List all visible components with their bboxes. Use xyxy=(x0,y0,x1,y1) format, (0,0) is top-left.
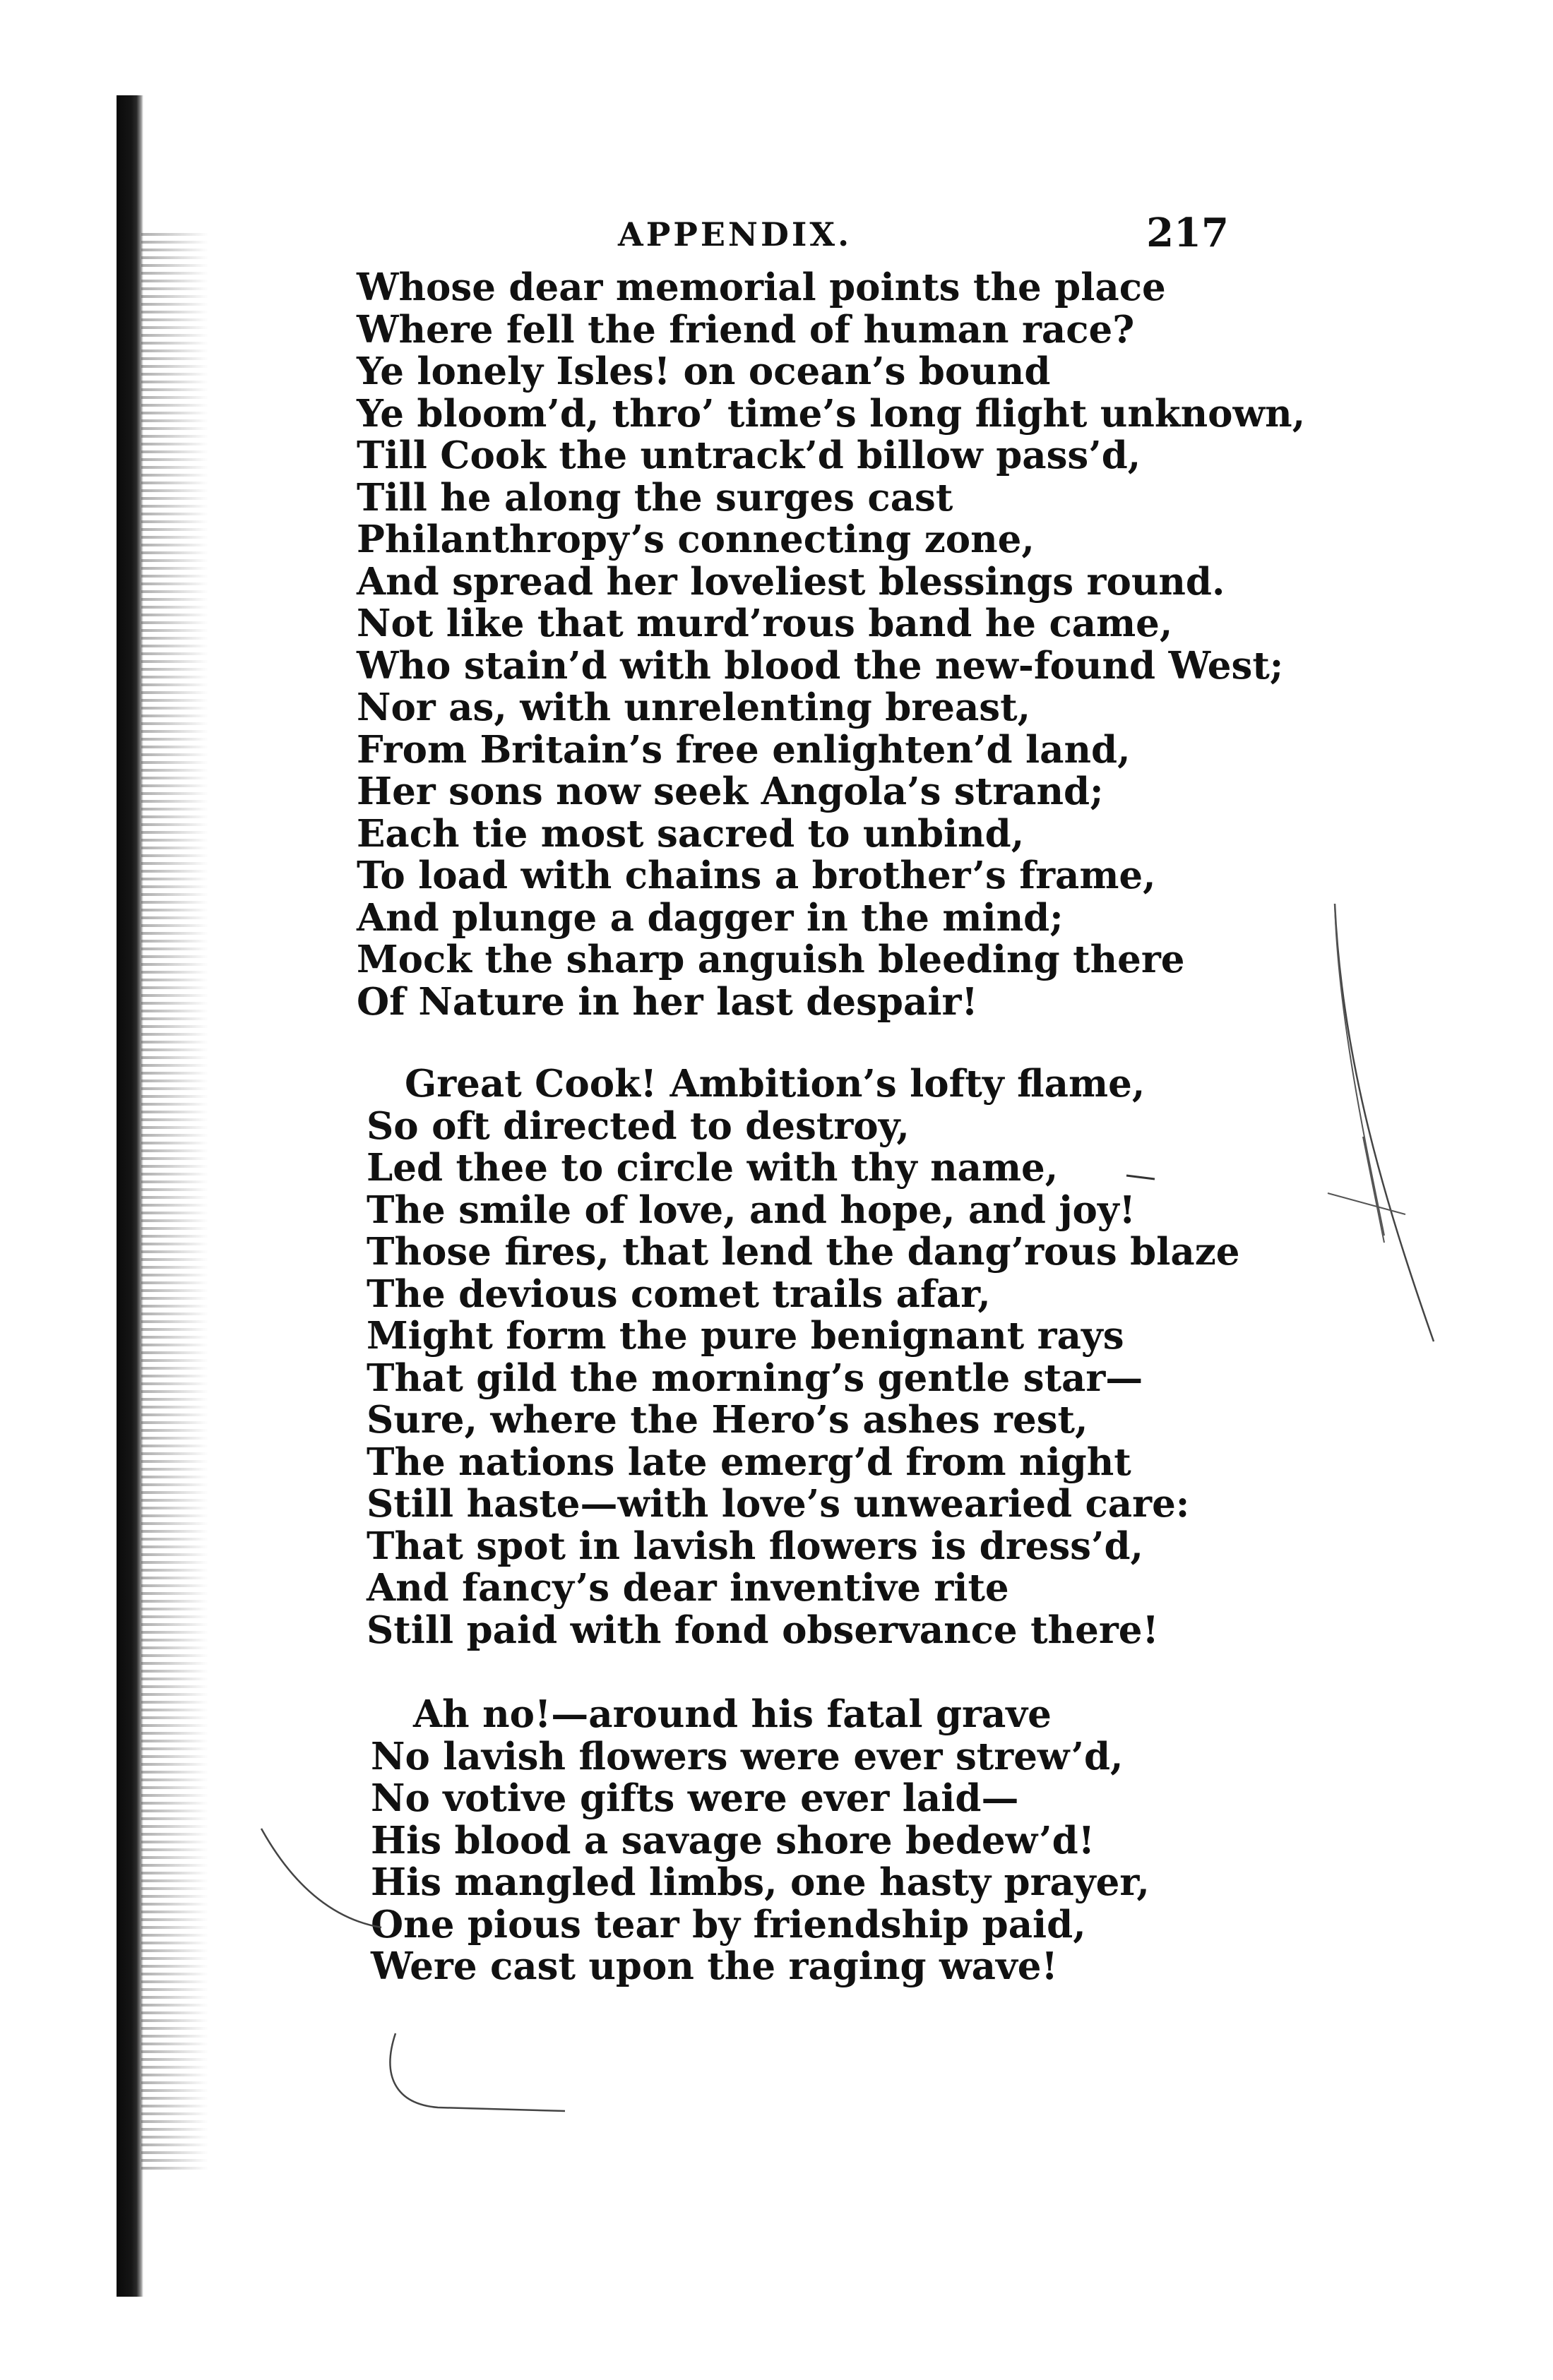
stanza-3 xyxy=(357,1694,1275,1988)
poem-line: Led thee to circle with thy name, xyxy=(367,1146,1059,1190)
poem-line: To load with chains a brother’s frame, xyxy=(357,854,1156,897)
poem-line: Were cast upon the raging wave! xyxy=(371,1944,1058,1988)
poem-line: Each tie most sacred to unbind, xyxy=(357,811,1025,856)
poem-line: The devious comet trails afar, xyxy=(367,1272,991,1316)
poem-line: The smile of love, and hope, and joy! xyxy=(367,1188,1136,1232)
poem-line: And plunge a dagger in the mind; xyxy=(357,895,1064,940)
poem-line: No lavish flowers were ever strew’d, xyxy=(371,1734,1124,1778)
poem-line: So oft directed to destroy, xyxy=(367,1104,910,1148)
poem-line: Philanthropy’s connecting zone, xyxy=(357,518,1035,561)
poem-line: The nations late emerg’d from night xyxy=(367,1440,1131,1484)
binding-shadow xyxy=(141,233,208,2175)
stanza-1 xyxy=(357,265,1306,1024)
poem-line: Still paid with fond observance there! xyxy=(367,1608,1159,1652)
poem-line: Whose dear memorial points the place xyxy=(357,265,1166,309)
poem-line: And spread her loveliest blessings round. xyxy=(357,559,1225,604)
poem-line: From Britain’s free enlighten’d land, xyxy=(357,727,1131,772)
poem-line: And fancy’s dear inventive rite xyxy=(367,1566,1009,1610)
binding-edge xyxy=(117,95,143,2297)
poem-line: Sure, where the Hero’s ashes rest, xyxy=(367,1398,1088,1442)
poem-line: Till Cook the untrack’d billow pass’d, xyxy=(357,433,1141,477)
poem-body xyxy=(357,265,1306,1988)
poem-line: Ah no!—around his fatal grave xyxy=(413,1692,1052,1736)
poem-line: Who stain’d with blood the new-found West; xyxy=(357,643,1284,688)
poem-line: Nor as, with unrelenting breast, xyxy=(357,686,1031,729)
margin-pencil-line xyxy=(1363,1137,1384,1243)
poem-line: Still haste—with love’s unwearied care: xyxy=(367,1482,1190,1526)
poem-line: Great Cook! Ambition’s lofty flame, xyxy=(405,1062,1146,1106)
poem-line: Mock the sharp anguish bleeding there xyxy=(357,938,1185,981)
poem-line: Where fell the friend of human race? xyxy=(357,307,1135,352)
running-head: APPENDIX. xyxy=(618,215,852,253)
poem-line: His blood a savage shore bedew’d! xyxy=(371,1818,1095,1862)
page-number: 217 xyxy=(1146,210,1229,256)
poem-line: Her sons now seek Angola’s strand; xyxy=(357,770,1104,813)
margin-pencil-line xyxy=(391,2033,566,2111)
margin-pencil-line xyxy=(1328,1193,1405,1214)
poem-line: Ye bloom’d, thro’ time’s long flight unknown, xyxy=(357,391,1306,436)
poem-line: Not like that murd’rous band he came, xyxy=(357,602,1173,645)
poem-line: Those fires, that lend the dang’rous blaze xyxy=(367,1230,1240,1274)
poem-line: Of Nature in her last despair! xyxy=(357,979,978,1024)
poem-line: One pious tear by friendship paid, xyxy=(371,1902,1086,1947)
poem-line: Till he along the surges cast xyxy=(357,475,953,520)
poem-line: Ye lonely Isles! on ocean’s bound xyxy=(357,349,1051,393)
page-header xyxy=(353,210,1229,265)
poem-line: His mangled limbs, one hasty prayer, xyxy=(371,1860,1150,1904)
poem-line: That spot in lavish flowers is dress’d, xyxy=(367,1524,1143,1568)
poem-line: Might form the pure benignant rays xyxy=(367,1314,1124,1358)
margin-pencil-line xyxy=(1335,904,1434,1341)
poem-line: No votive gifts were ever laid— xyxy=(371,1776,1019,1820)
stanza-2 xyxy=(357,1063,1275,1651)
margin-pencil-line xyxy=(1335,904,1384,1236)
poem-line: That gild the morning’s gentle star— xyxy=(367,1356,1143,1400)
